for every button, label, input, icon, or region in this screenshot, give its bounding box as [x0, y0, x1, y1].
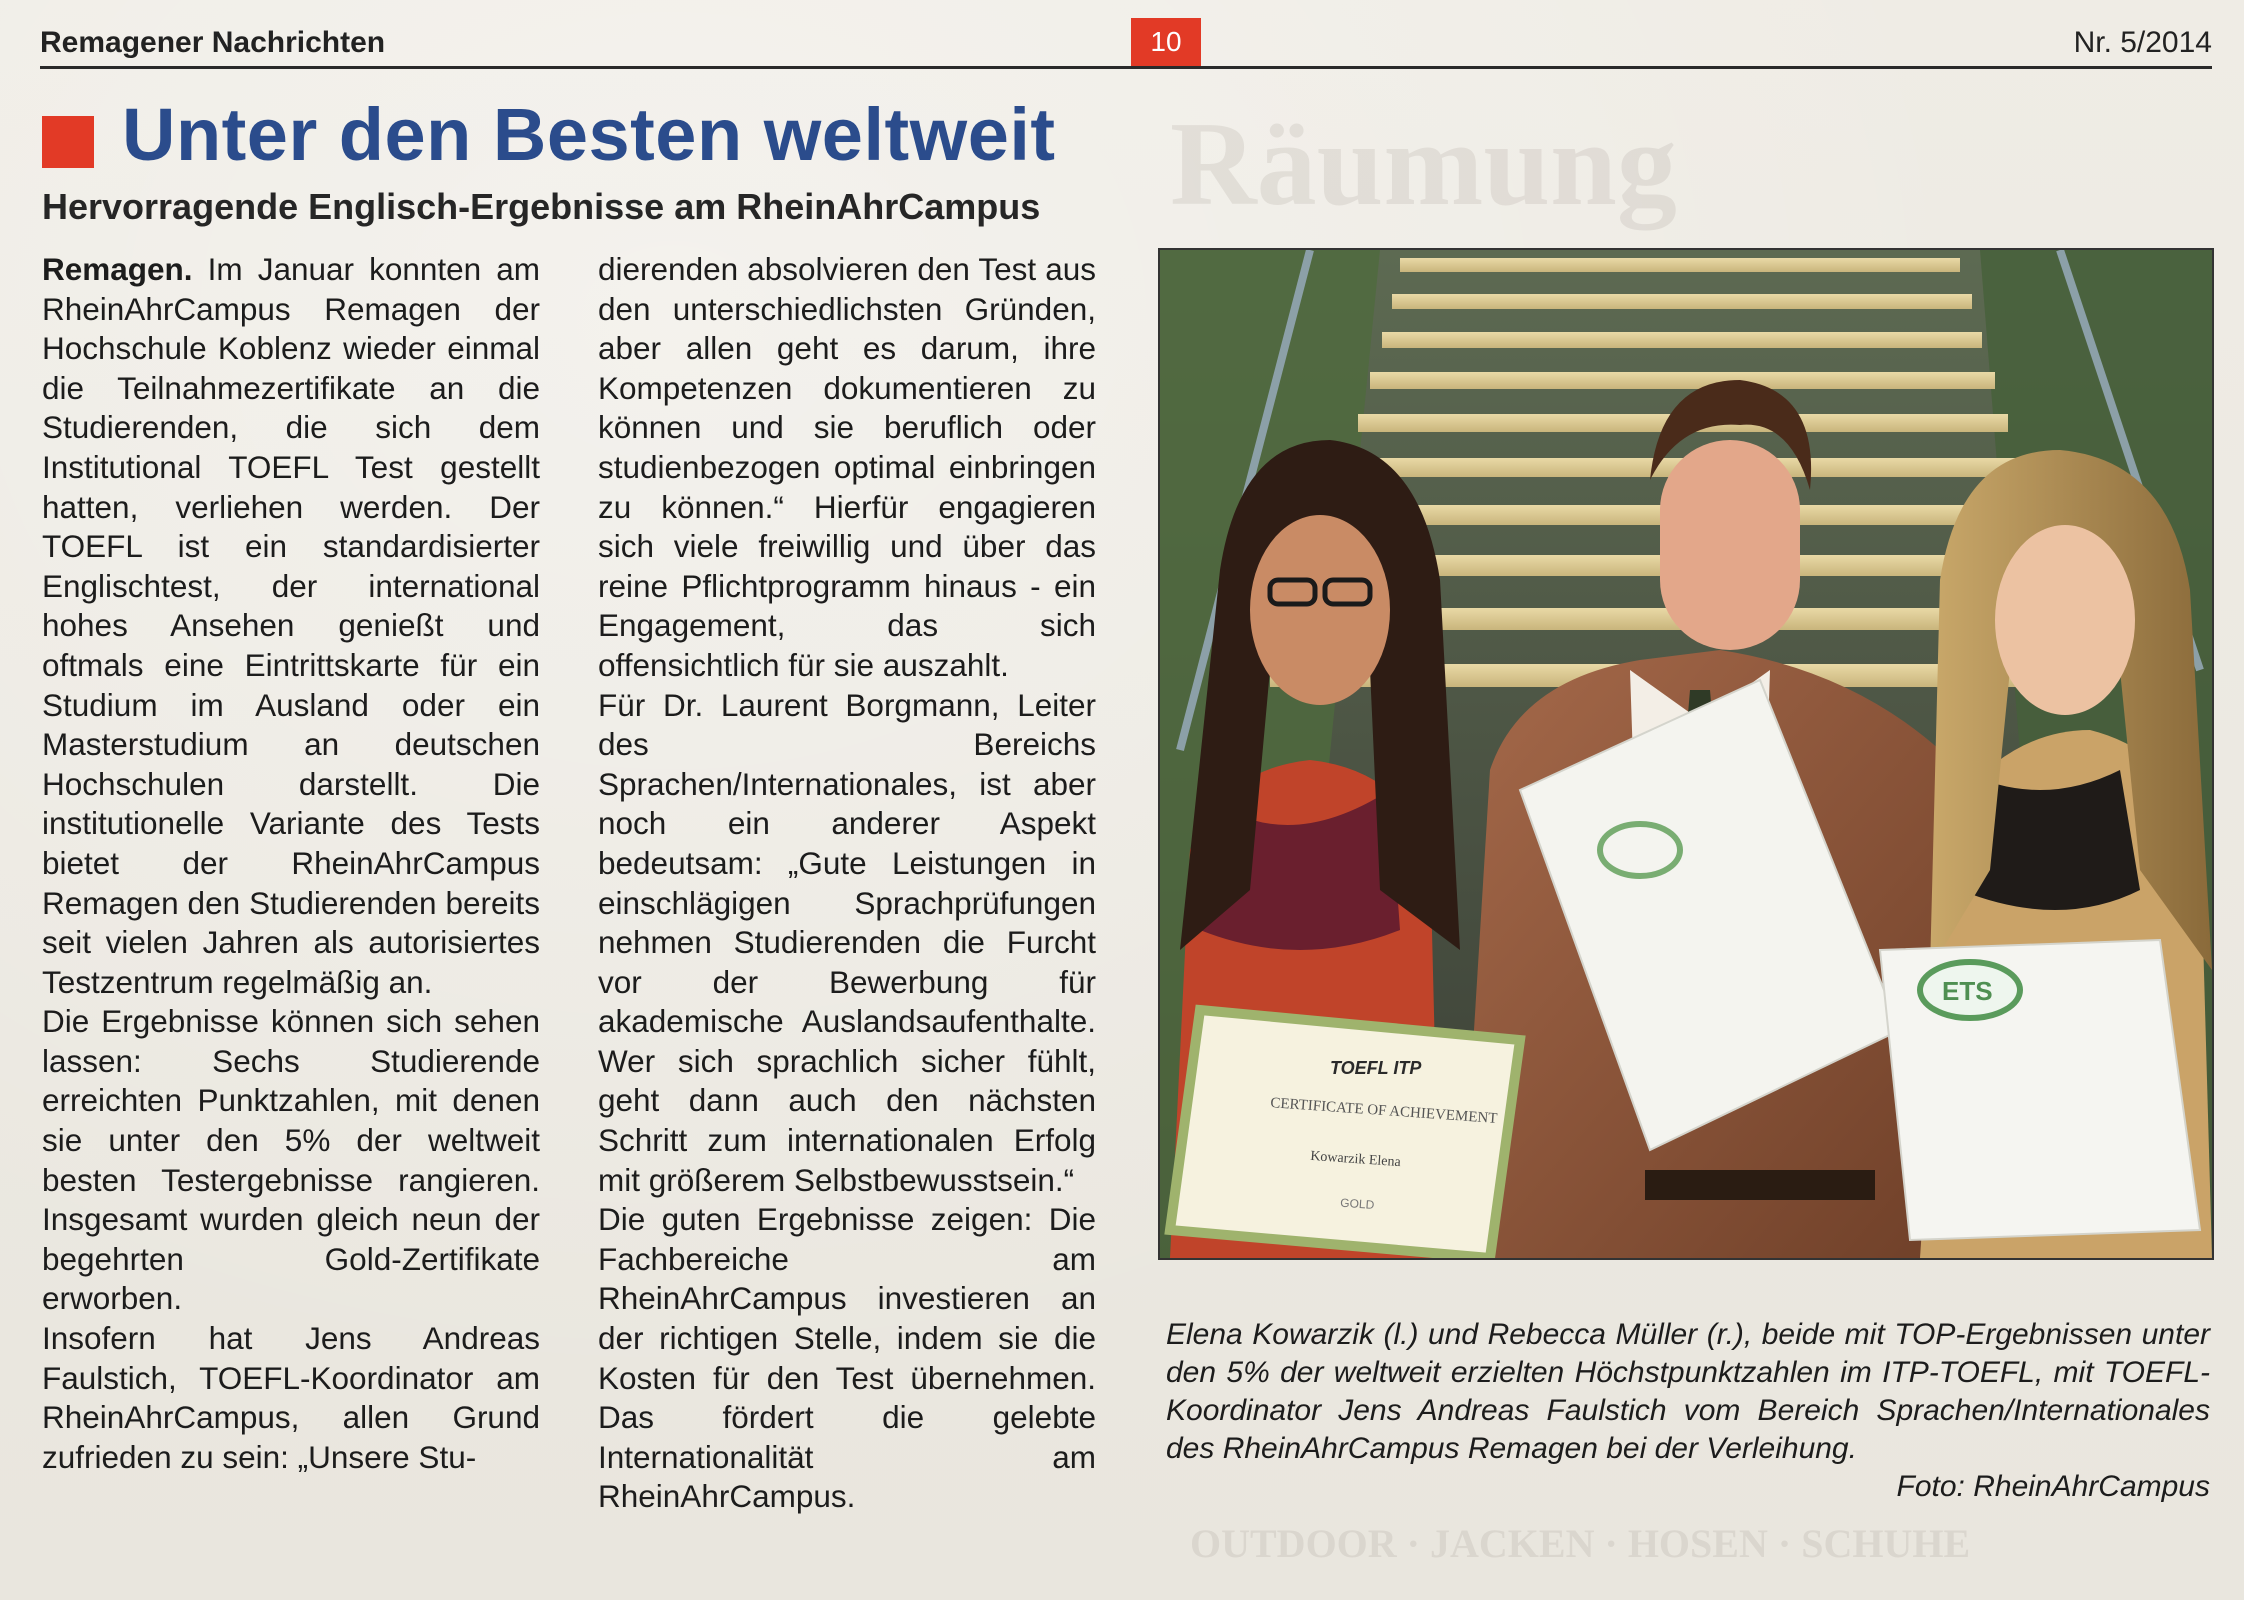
bleed-through-text: OUTDOOR · JACKEN · HOSEN · SCHUHE [1190, 1521, 1971, 1566]
article-paragraph [42, 250, 540, 1002]
certificate-right [1880, 940, 2200, 1240]
certificate-recipient: Kowarzik Elena [1309, 1148, 1402, 1171]
article-paragraph: Für Dr. Laurent Borgmann, Leiter des Bereichs Sprachen/Internationales, ist aber noch ein anderer Aspekt bedeutsam: „Gute Leistungen in einschlägigen Sprachprüfungen nehmen Studierenden die Furcht vor der Bewerbung für akademische Auslandsaufenthalte. Wer sich sprachlich sicher fühlt, geht dann auch den nächsten Schritt zum internationalen Erfolg mit größerem Selbstbewusstsein.“ [598, 686, 1096, 1198]
paragraph-text: Im Januar konnten am RheinAhrCampus Remagen der Hochschule Koblenz wieder einmal die Teilnahmezertifikate an die Studierenden, die sich dem Institutional TOEFL Test gestellt hatten, verliehen werden. Der TOEFL ist ein standardisierter Englischtest, der international hohes Ansehen genießt und oftmals eine Eintrittskarte für ein Studium im Ausland oder ein Masterstudium an deutschen Hochschulen darstellt. Die institutionelle Variante des Tests bietet der RheinAhrCampus Remagen den Studierenden bereits seit vielen Jahren als autorisiertes Testzentrum regelmäßig an. [42, 251, 540, 1000]
page-number-badge: 10 [1131, 18, 1201, 66]
article-paragraph: Die guten Ergebnisse zeigen: Die Fachbereiche am RheinAhrCampus investieren an der richtigen Stelle, indem sie die Kosten für den Test übernehmen. Das fördert die gelebte Internationalität am RheinAhrCampus. [598, 1201, 1096, 1515]
caption-text: Elena Kowarzik (l.) und Rebecca Müller (r.), beide mit TOP-Ergebnissen unter den 5% der weltweit erzielten Höchstpunktzahlen im ITP-TOEFL, mit TOEFL-Koordinator Jens Andreas Faulstich vom Bereich Sprachen/Internationales des RheinAhrCampus Remagen bei der Verleihung. [1166, 1318, 2210, 1465]
photo-caption [1166, 1316, 2210, 1506]
article-paragraph: Die Ergebnisse können sich sehen lassen: Sechs Studierende erreichten Punktzahlen, mit denen sie unter den 5% der weltweit besten Testergebnisse rangieren. Insgesamt wurden gleich neun der begehrten Gold-Zertifikate erworben. [42, 1003, 540, 1317]
headline-marker [42, 116, 94, 168]
photo-illustration [1160, 250, 2212, 1258]
bleed-through-text: Räumung [1170, 97, 1677, 230]
issue-number: Nr. 5/2014 [2073, 26, 2212, 59]
article-photo [1158, 248, 2214, 1260]
article-column-2 [598, 250, 1096, 1517]
certificate-left [1170, 1010, 1520, 1258]
certificate-subtitle: CERTIFICATE OF ACHIEVEMENT [1269, 1095, 1498, 1127]
newspaper-name: Remagener Nachrichten [40, 26, 386, 59]
article-subheadline: Hervorragende Englisch-Ergebnisse am RheinAhrCampus [42, 186, 1041, 227]
certificate-title: TOEFL ITP [1330, 1058, 1422, 1078]
article-column-1 [42, 250, 540, 1477]
ets-logo: ETS [1942, 976, 1993, 1006]
photo-credit: Foto: RheinAhrCampus [1896, 1470, 2210, 1503]
article-headline: Unter den Besten weltweit [122, 93, 1056, 176]
article-paragraph: dierenden absolvieren den Test aus den unterschiedlichsten Gründen, aber allen geht es darum, ihre Kompetenzen dokumentieren zu können und sie beruflich oder studienbezogen optimal einbringen zu können.“ Hierfür engagieren sich viele freiwillig und über das reine Pflichtprogramm hinaus - ein Engagement, das sich offensichtlich für sie auszahlt. [598, 251, 1096, 683]
certificate-grade: GOLD [1339, 1195, 1375, 1212]
dateline: Remagen. [42, 251, 193, 287]
masthead [40, 18, 2212, 69]
article-paragraph: Insofern hat Jens Andreas Faulstich, TOEFL-Koordinator am RheinAhrCampus, allen Grund zufrieden zu sein: „Unsere Stu- [42, 1320, 540, 1475]
